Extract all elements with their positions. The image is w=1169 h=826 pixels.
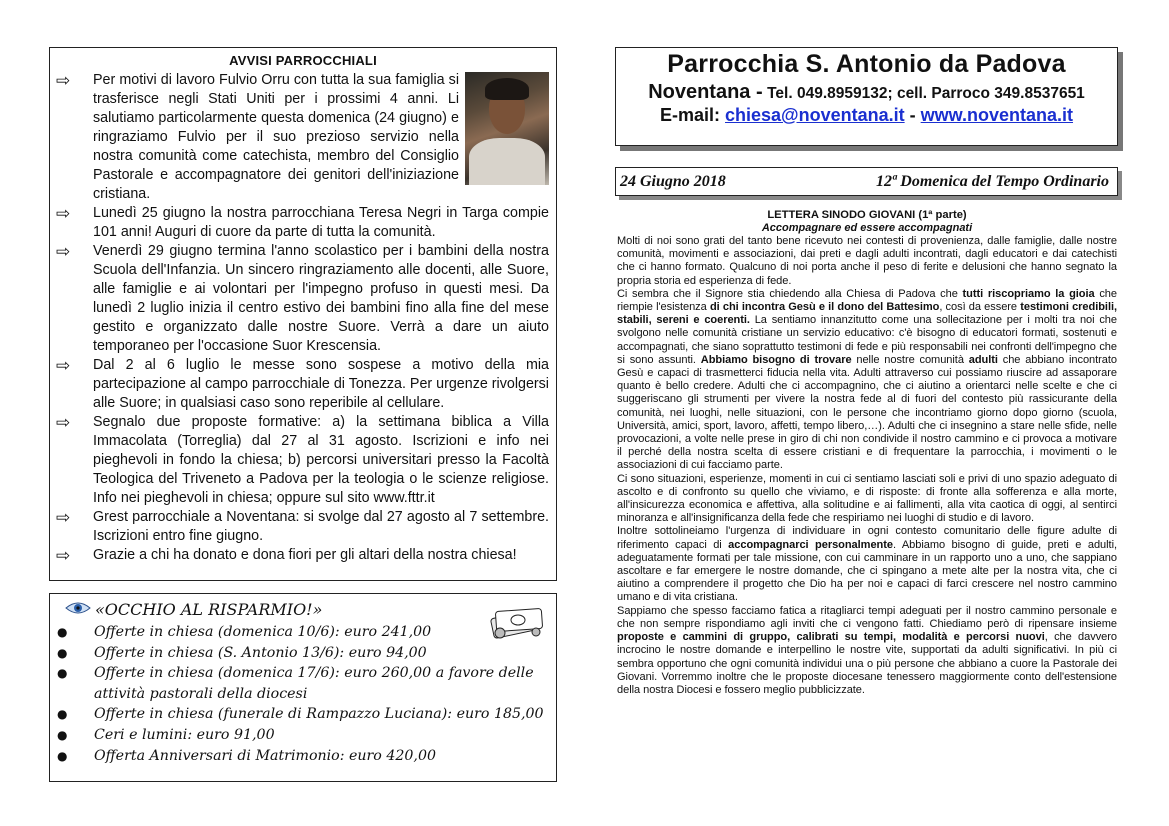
portrait-photo — [465, 72, 549, 185]
paragraph-text: Ci sono situazioni, esperienze, momenti in cui ci sentiamo lasciati soli e privi di uno spazio adeguato di ascolto e di confronto su quello che viviamo, e di risposte: di fronte alla sofferenza e alla morte, all'insicurezza economica e affettiva, alla solitudine e ai fallimenti, alla vita caotica di oggi, al sentirci minoranza e all'insignificanza della fede che respiriamo nei luoghi di studio e di lavoro. — [617, 472, 1117, 525]
paragraph-text: nelle nostre comunità — [851, 353, 969, 366]
arrow-right-icon: ⇨ — [56, 413, 71, 432]
bold-text: adulti — [968, 353, 998, 366]
avvisi-title: AVVISI PARROCCHIALI — [229, 53, 377, 68]
offerte-list — [50, 622, 556, 766]
offerta-item: ● Offerta Anniversari di Matrimonio: euro 420,00 — [50, 746, 556, 767]
phone-numbers: Tel. 049.8959132; cell. Parroco 349.8537651 — [767, 85, 1085, 102]
web-line — [616, 105, 1117, 126]
arrow-right-icon: ⇨ — [56, 242, 71, 261]
bullet-icon: ● — [57, 707, 68, 722]
parish-header — [615, 47, 1118, 146]
bold-text: Abbiamo bisogno di trovare — [700, 353, 852, 366]
bold-text: proposte e cammini di gruppo, calibrati su tempi, modalità e percorsi nuovi — [617, 631, 1045, 644]
occhio-title: «OCCHIO AL RISPARMIO!» — [95, 600, 323, 619]
avviso-item: ⇨ Grest parrocchiale a Noventana: si svolge dal 27 agosto al 7 settembre. Iscrizioni entro fine giugno. — [56, 508, 549, 544]
liturgical-title: 12ª Domenica del Tempo Ordinario — [876, 173, 1109, 190]
paragraph-text: Ci sembra che il Signore stia chiedendo alla Chiesa di Padova che — [617, 287, 963, 300]
offerta-item: ● Offerte in chiesa (domenica 17/6): euro 260,00 a favore delle attività pastorali della diocesi — [57, 665, 534, 702]
avvisi-list — [50, 71, 556, 565]
avviso-item: ⇨ Lunedì 25 giugno la nostra parrocchiana Teresa Negri in Targa compie 101 anni! Auguri di cuore da parte di tutta la comunità. — [56, 204, 549, 240]
web-separator: - — [909, 105, 916, 125]
article-subtitle: Accompagnare ed essere accompagnati — [761, 222, 973, 234]
offerta-item: ● Offerte in chiesa (domenica 10/6): euro 241,00 — [50, 622, 556, 643]
paragraph-text: che riempie l'esistenza — [617, 287, 1117, 314]
avviso-item: ⇨ Per motivi di lavoro Fulvio Orru con tutta la sua famiglia si trasferisce negli Stati Uniti per i prossimi 4 anni. Li salutiamo particolarmente questa domenica (24 giugno) e ringraziamo Fulvio per il suo prezioso servizio nella nostra comunità come catechista, membro del Consiglio Pastorale e accompagnatore dei genitori dell'iniziazione cristiana. — [50, 71, 556, 204]
arrow-right-icon: ⇨ — [56, 204, 71, 223]
offerta-item: ● Offerte in chiesa (funerale di Rampazzo Luciana): euro 185,00 — [50, 704, 556, 725]
issue-date: 24 Giugno 2018 — [620, 173, 726, 190]
bold-text: di chi incontra Gesù e il dono del Battesimo — [709, 301, 940, 314]
offerta-item: ● Ceri e lumini: euro 91,00 — [50, 725, 556, 746]
eye-icon — [65, 600, 91, 616]
offerta-item: ● Offerte in chiesa (S. Antonio 13/6): euro 94,00 — [50, 643, 556, 664]
paragraph-text: , così da essere — [939, 301, 1021, 314]
article-title: LETTERA SINODO GIOVANI (1ª parte) — [767, 209, 967, 221]
article-paragraph — [617, 235, 1117, 288]
article-paragraph — [617, 288, 1117, 473]
occhio-box — [49, 593, 557, 782]
paragraph-text: La sentiamo innanzitutto come una sollecitazione per i molti tra noi che svolgono nelle comunità cristiane un servizio educativo: c'è bisogno di educatori formati, sostenuti e accompagnati, che siano soprattutto testimoni di fede e più responsabili nei confronti dell'impegno che si sono assunti. — [617, 314, 1117, 366]
paragraph-text: Molti di noi sono grati del tanto bene ricevuto nei contesti di provenienza, dalle famiglie, dalle nostre comunità, movimenti e associazioni, dai preti e dagli adulti incontrati, dagli educatori e dai catechisti che ci hanno formato. Qualcuno di noi porta anche il peso di ferite e delusioni che hanno segnato la propria storia ed esperienza di fede. — [617, 235, 1117, 287]
article-paragraph — [617, 605, 1117, 697]
bullet-icon: ● — [57, 748, 68, 763]
bullet-icon: ● — [57, 666, 68, 681]
article-body — [617, 235, 1117, 697]
email-label: E-mail: — [659, 105, 720, 125]
bold-text: tutti riscopriamo la gioia — [962, 287, 1095, 300]
paragraph-text: Sappiamo che spesso facciamo fatica a ritagliarci tempi adeguati per il nostro cammino personale e che non sempre rispondiamo agli inviti che ci vengono fatti. Chiediamo però di ripensare insieme — [617, 604, 1117, 630]
bullet-icon: ● — [57, 727, 68, 742]
bold-text: testimoni credibili, stabili, sereni e coerenti. — [617, 301, 1118, 327]
avviso-item: ⇨ Grazie a chi ha donato e dona fiori per gli altari della nostra chiesa! — [56, 546, 517, 565]
paragraph-text: Inoltre sottolineiamo l'urgenza di individuare in ogni contesto comunitario delle figure adulte di riferimento capaci di — [617, 525, 1117, 551]
bullet-icon: ● — [57, 645, 68, 660]
parish-place: Noventana - — [648, 81, 763, 103]
article-paragraph — [617, 525, 1117, 604]
contact-line — [616, 81, 1117, 104]
avvisi-box — [49, 47, 557, 581]
arrow-right-icon: ⇨ — [56, 356, 71, 375]
avviso-item: ⇨ Dal 2 al 6 luglio le messe sono sospese a motivo della mia partecipazione al campo parrocchiale di Tonezza. Per urgenze rivolgersi alle Suore; in qualsiasi caso sono reperibile al cellulare. — [56, 356, 549, 411]
bullet-icon: ● — [57, 625, 68, 639]
arrow-right-icon: ⇨ — [56, 546, 71, 565]
arrow-right-icon: ⇨ — [56, 508, 71, 527]
arrow-right-icon: ⇨ — [56, 71, 71, 90]
parish-name: Parrocchia S. Antonio da Padova — [667, 50, 1066, 78]
article-paragraph — [617, 473, 1117, 526]
email-link[interactable]: chiesa@noventana.it — [725, 105, 905, 125]
website-link[interactable]: www.noventana.it — [920, 105, 1074, 125]
article — [617, 209, 1117, 697]
avviso-item: ⇨ Segnalo due proposte formative: a) la settimana biblica a Villa Immacolata (Torreglia) dal 27 al 31 agosto. Iscrizioni e info nei pieghevoli in fondo la chiesa; b) percorsi universitari presso la Facoltà Teologica del Triveneto a Padova per la teologia o le scienze religiose. Info nei pieghevoli in chiesa; oppure sul sito www.fttr.it — [56, 413, 549, 506]
avviso-item: ⇨ Venerdì 29 giugno termina l'anno scolastico per i bambini della nostra Scuola dell'Infanzia. Un sincero ringraziamento alle docenti, alle Suore, alle famiglie e ai volontari per l'impegno profuso in questi mesi. Da lunedì 2 luglio inizia il centro estivo dei bambini fino alla fine del mese gestito e organizzato dalle nostre Suore. Verrà a dare un aiuto temporaneo per l'occasione Suor Krescensia. — [56, 242, 549, 354]
bold-text: accompagnarci personalmente — [728, 538, 893, 551]
paragraph-text: , che davvero incrocino le nostre domande e interpellino le nostre vite, supportati da adulti significativi. In più ci sembra opportuno che ogni comunità individui una o più persone che abbiano a cuore la Pastorale dei Giovani. Vorremmo inoltre che le proposte diocesane tenessero maggiormente conto dell'estensione della nostra Diocesi e fossero meglio pubblicizzate. — [617, 631, 1117, 696]
dateline-box — [615, 167, 1118, 196]
paragraph-text: . Abbiamo bisogno di guide, preti e adulti, adeguatamente formati per tale missione, con cui camminare in un rapporto uno a uno, che sappiano ascoltare e far emergere le nostre domande, che ci spingano a mete alte per la nostra vita, che ci aiutino a comprendere il progetto che Dio ha per noi e capaci di farci crescere nel nostro cammino umano e di vita cristiana. — [617, 538, 1117, 604]
paragraph-text: che abbiano incontrato Gesù e capaci di trasmetterci fiducia nella vita. Adulti attraverso cui possiamo riuscire ad assaporare quanto è bello credere. Adulti che ci accompagnino, che ci aiutino a orientarci nelle scelte e che ci suggeriscano gli strumenti per vivere la nostra fede al di fuori del contesto più rassicurante della comunità, nei luoghi, nelle situazioni, con le persone che incontriamo giorno dopo giorno (scuola, Università, amici, sport, lavoro, affetti, tempo libero,…). Adulti che ci insegnino a stare nelle sfide, nelle provocazioni, a volte nelle prese in giro di chi non condivide il nostro cammino e ci provoca a motivare il perché della nostra scelta di essere cristiani e di frequentare la parrocchia, i movimenti o le associazioni di cui facciamo parte. — [617, 353, 1117, 472]
